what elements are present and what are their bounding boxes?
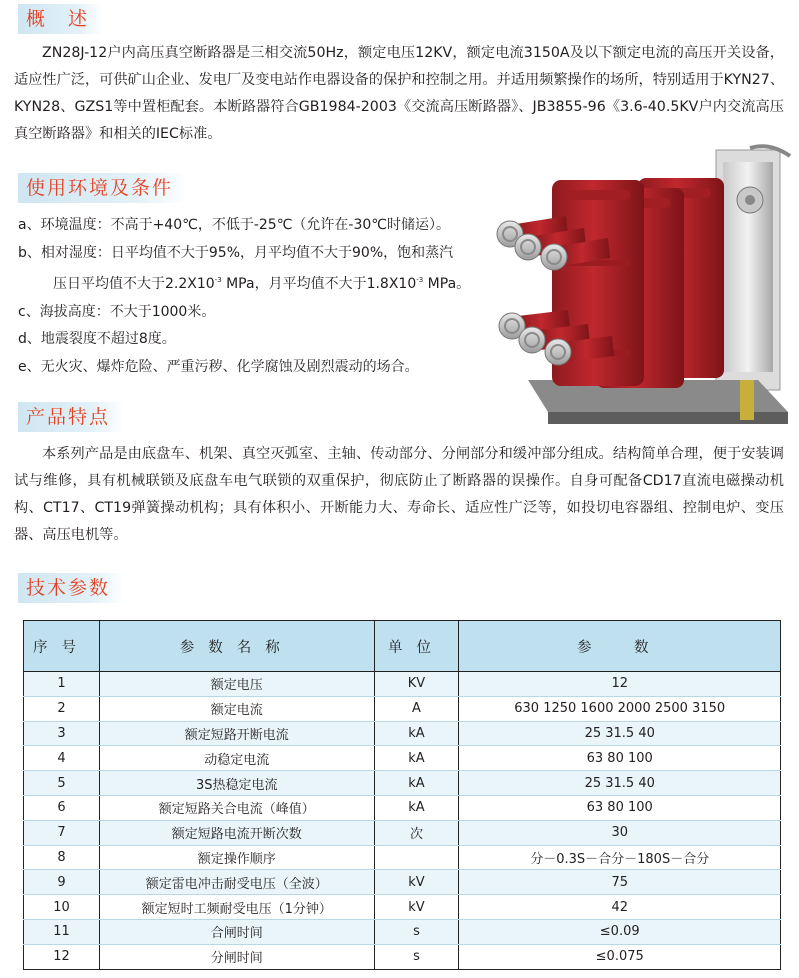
table-row [24, 820, 781, 845]
cell-unit: 次 [374, 820, 459, 845]
cell-value: 630 1250 1600 2000 2500 3150 [459, 696, 781, 721]
shaft-hub [745, 195, 755, 205]
cell-name: 额定电流 [99, 696, 374, 721]
exponent: -3 [214, 276, 222, 284]
cell-index: 1 [24, 672, 100, 697]
features-paragraph: 本系列产品是由底盘车、机架、真空灭弧室、主轴、传动部分、分闸部分和缓冲部分组成。结构简单合理，便于安装调试与维修，具有机械联锁及底盘车电气联锁的双重保护，彻底防止了断路器的误操作。自身可配备CD17直流电磁操动机构、CT17、CT19弹簧操动机构；具有体积小、开断能力大、寿命长、适应性广泛等，如投切电容器组、控制电炉、变压器、高压电机等。 [14, 446, 784, 543]
table-row [24, 795, 781, 820]
cell-unit: kA [374, 746, 459, 771]
circuit-breaker-photo [488, 140, 794, 426]
cell-value: 30 [459, 820, 781, 845]
table-row [24, 870, 781, 895]
section-title-overview: 概 述 [18, 4, 103, 34]
cell-value: ≤0.075 [459, 944, 781, 969]
cell-value: 12 [459, 672, 781, 697]
environment-item-c: c、海拔高度：不大于1000米。 [18, 303, 216, 320]
overview-paragraph: ZN28J-12户内高压真空断路器是三相交流50Hz，额定电压12KV，额定电流3150A及以下额定电流的高压开关设备，适应性广泛，可供矿山企业、发电厂及变电站作电器设备的保护和控制之用。并适用频繁操作的场所，特别适用于KYN27、KYN28、GZS1等中置柜配套。本断路器符合GB1984-2003《交流高压断路器》、JB3855-96《3.6-40.5KV户内交流高压真空断路器》和相关的IEC标准。 [14, 45, 784, 142]
cell-name: 额定短路电流开断次数 [99, 820, 374, 845]
cell-index: 11 [24, 919, 100, 944]
cell-index: 12 [24, 944, 100, 969]
cell-name: 合闸时间 [99, 919, 374, 944]
cell-index: 4 [24, 746, 100, 771]
cell-name: 额定操作顺序 [99, 845, 374, 870]
environment-item-a: a、环境温度：不高于+40℃，不低于-25℃（允许在-30℃时储运）。 [18, 217, 451, 233]
cell-unit [374, 845, 459, 870]
cell-unit: kA [374, 721, 459, 746]
table-row [24, 944, 781, 969]
table-row [24, 895, 781, 920]
cell-value: 63 80 100 [459, 746, 781, 771]
table-row [24, 771, 781, 796]
section-title-environment: 使用环境及条件 [18, 173, 187, 203]
cell-unit: kV [374, 870, 459, 895]
cell-name: 额定短路关合电流（峰值） [99, 795, 374, 820]
cell-index: 5 [24, 771, 100, 796]
cell-value: 25 31.5 40 [459, 771, 781, 796]
side-bracket [740, 380, 754, 420]
cell-index: 3 [24, 721, 100, 746]
cell-index: 10 [24, 895, 100, 920]
parameters-table [23, 620, 781, 970]
humidity-end-text: MPa。 [423, 276, 471, 292]
cell-index: 2 [24, 696, 100, 721]
cell-name: 3S热稳定电流 [99, 771, 374, 796]
environment-item-e: e、无火灾、爆炸危险、严重污秽、化学腐蚀及剧烈震动的场合。 [18, 358, 419, 375]
cell-unit: kV [374, 895, 459, 920]
header-unit: 单位 [374, 621, 459, 672]
cell-name: 额定雷电冲击耐受电压（全波） [99, 870, 374, 895]
cell-value: 42 [459, 895, 781, 920]
header-value: 参 数 [459, 621, 781, 672]
cell-index: 7 [24, 820, 100, 845]
table-row [24, 746, 781, 771]
table-row [24, 721, 781, 746]
table-row [24, 919, 781, 944]
environment-item-b: b、相对湿度：日平均值不大于95%，月平均值不大于90%，饱和蒸汽 [18, 244, 454, 261]
cell-value: 分－0.3S－合分－180S－合分 [459, 845, 781, 870]
cell-unit: kA [374, 771, 459, 796]
environment-item-b-cont [18, 267, 498, 299]
section-title-features: 产品特点 [18, 402, 124, 432]
humidity-day-text: 压日平均值不大于2.2X10 [53, 276, 215, 292]
header-index: 序号 [24, 621, 100, 672]
cell-unit: A [374, 696, 459, 721]
cell-name: 额定短时工频耐受电压（1分钟） [99, 895, 374, 920]
cell-value: 63 80 100 [459, 795, 781, 820]
cell-name: 额定短路开断电流 [99, 721, 374, 746]
cell-name: 分闸时间 [99, 944, 374, 969]
cell-index: 8 [24, 845, 100, 870]
header-name: 参数名称 [99, 621, 374, 672]
environment-list [18, 212, 498, 381]
table-row [24, 845, 781, 870]
table-header-row [24, 621, 781, 672]
cell-index: 9 [24, 870, 100, 895]
cell-value: ≤0.09 [459, 919, 781, 944]
cell-name: 动稳定电流 [99, 746, 374, 771]
table-row [24, 672, 781, 697]
environment-item-d: d、地震裂度不超过8度。 [18, 331, 176, 347]
section-title-parameters: 技术参数 [18, 573, 124, 603]
cell-value: 25 31.5 40 [459, 721, 781, 746]
cell-name: 额定电压 [99, 672, 374, 697]
cell-unit: s [374, 944, 459, 969]
cell-index: 6 [24, 795, 100, 820]
cell-unit: s [374, 919, 459, 944]
table-row [24, 696, 781, 721]
humidity-month-text: MPa，月平均值不大于1.8X10 [221, 276, 417, 292]
cell-unit: kA [374, 795, 459, 820]
exponent: -3 [416, 276, 424, 284]
cell-value: 75 [459, 870, 781, 895]
cell-unit: KV [374, 672, 459, 697]
